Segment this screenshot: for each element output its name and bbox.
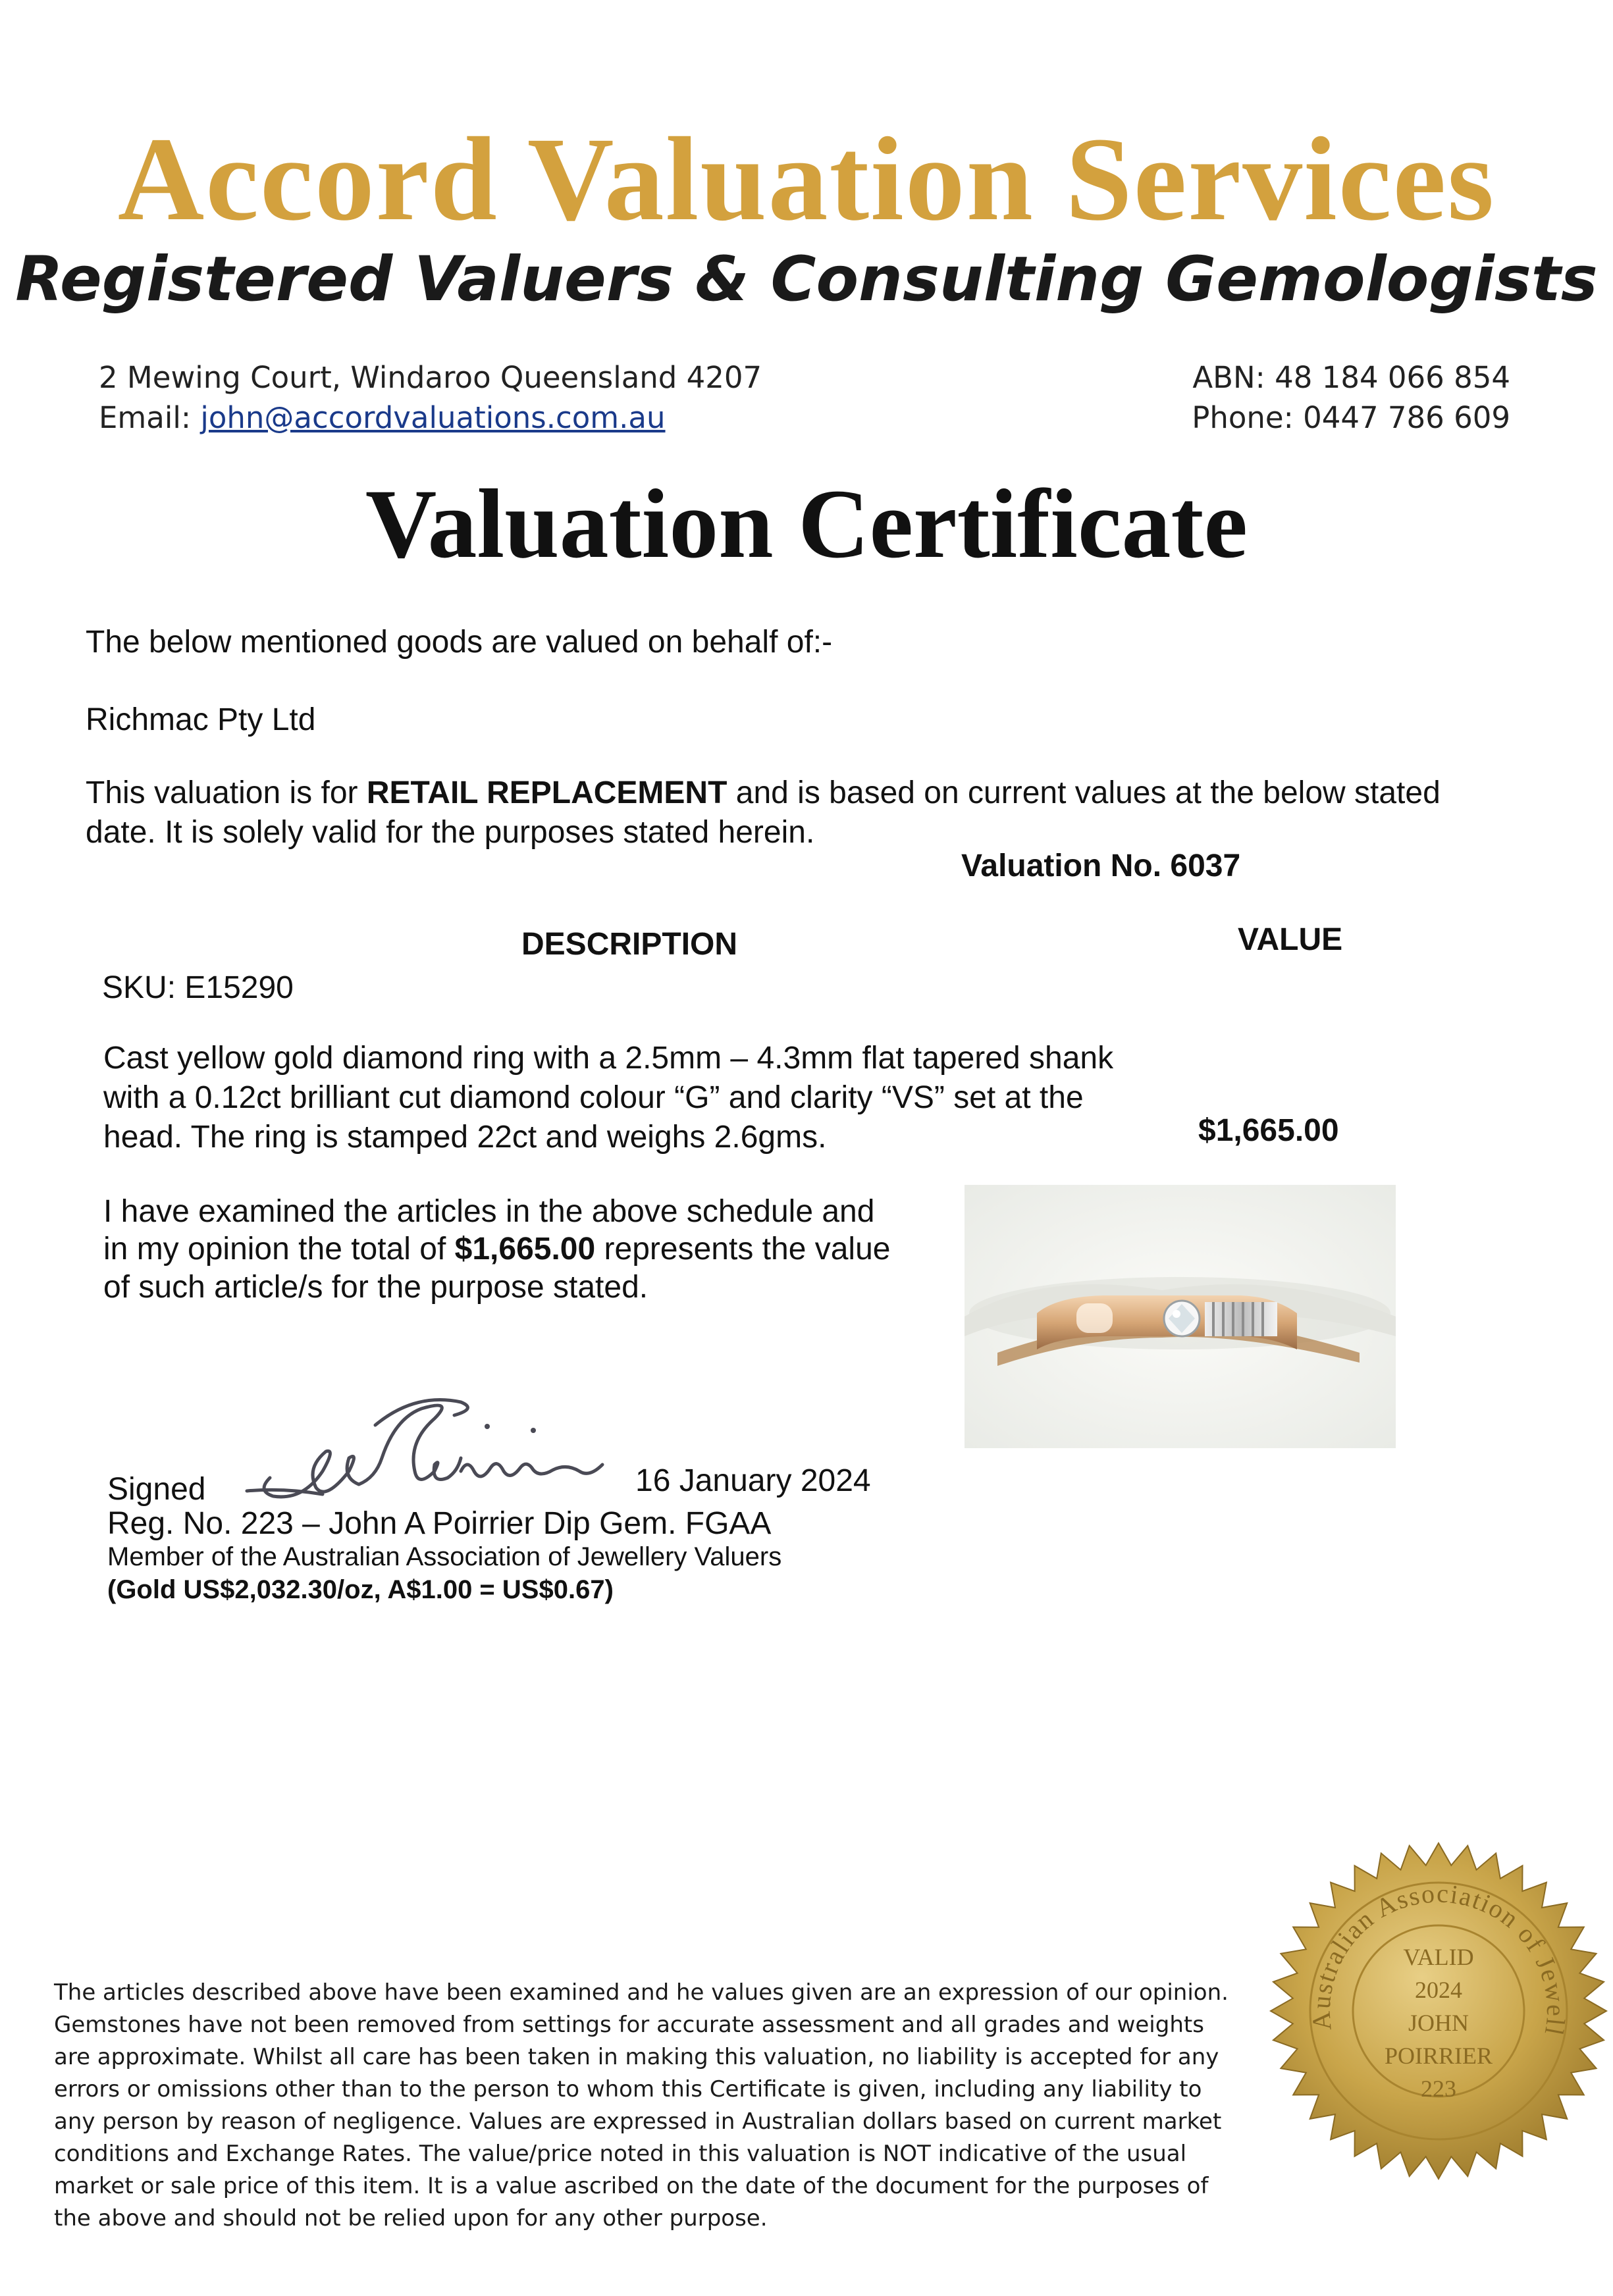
opinion-line3: of such article/s for the purpose stated.: [103, 1270, 648, 1305]
disclaimer-line: any person by reason of negligence. Values are expressed in Australian dollars based on current market: [54, 2108, 1222, 2135]
seal-name-first: JOHN: [1408, 2010, 1469, 2036]
disclaimer-line: The articles described above have been examined and he values given are an expression of our opinion.: [54, 1979, 1229, 2006]
email-link[interactable]: john@accordvaluations.com.au: [200, 400, 666, 435]
ring-photo: [965, 1185, 1396, 1448]
purpose-prefix: This valuation is for: [86, 775, 367, 810]
seal-year: 2024: [1415, 1977, 1462, 2003]
company-phone: Phone: 0447 786 609: [1192, 400, 1510, 435]
opinion-line1: I have examined the articles in the above schedule and: [103, 1194, 875, 1229]
item-desc-line3: head. The ring is stamped 22ct and weighs 2.6gms.: [103, 1120, 827, 1155]
purpose-type: RETAIL REPLACEMENT: [366, 775, 727, 810]
signed-label: Signed: [107, 1472, 206, 1507]
company-tagline: Registered Valuers & Consulting Gemologists: [15, 244, 1598, 315]
opinion-prefix: in my opinion the total of: [103, 1232, 455, 1266]
purpose-suffix: and is based on current values at the below stated: [727, 775, 1441, 810]
seal-number: 223: [1421, 2075, 1456, 2102]
company-address: 2 Mewing Court, Windaroo Queensland 4207: [99, 360, 762, 395]
disclaimer-line: are approximate. Whilst all care has been taken in making this valuation, no liability is accepted for any: [54, 2044, 1219, 2070]
valuer-seal: [1267, 1840, 1610, 2182]
item-desc-line2: with a 0.12ct brilliant cut diamond colour “G” and clarity “VS” set at the: [103, 1080, 1084, 1115]
association-membership: Member of the Australian Association of Jewellery Valuers: [107, 1542, 782, 1571]
disclaimer-line: conditions and Exchange Rates. The value/price noted in this valuation is NOT indicative of the usual: [54, 2141, 1187, 2167]
exchange-rates: (Gold US$2,032.30/oz, A$1.00 = US$0.67): [107, 1575, 614, 1604]
email-line: [99, 400, 666, 435]
seal-name-last: POIRRIER: [1384, 2043, 1493, 2069]
signature-date: 16 January 2024: [635, 1463, 871, 1498]
company-name: Accord Valuation Services: [117, 113, 1496, 246]
item-value: $1,665.00: [1198, 1113, 1339, 1148]
handwritten-signature: [244, 1379, 619, 1511]
purpose-line1: [86, 775, 1534, 811]
disclaimer-line: Gemstones have not been removed from settings for accurate assessment and all grades and weights: [54, 2012, 1204, 2038]
email-label: Email:: [99, 400, 201, 435]
disclaimer-line: the above and should not be relied upon for any other purpose.: [54, 2205, 768, 2231]
opinion-total: $1,665.00: [454, 1232, 596, 1266]
seal-valid: VALID: [1403, 1944, 1474, 1970]
disclaimer-line: market or sale price of this item. It is a value ascribed on the date of the document for the purposes of: [54, 2173, 1209, 2199]
disclaimer-line: errors or omissions other than to the person to whom this Certificate is given, including any liability to: [54, 2076, 1202, 2102]
opinion-line2: [103, 1231, 890, 1267]
company-abn: ABN: 48 184 066 854: [1192, 360, 1510, 395]
opinion-suffix: represents the value: [595, 1232, 891, 1266]
purpose-line2: date. It is solely valid for the purposes stated herein.: [86, 815, 815, 850]
behalf-text: The below mentioned goods are valued on behalf of:-: [86, 625, 833, 660]
valuation-number: Valuation No. 6037: [961, 848, 1241, 883]
seal-ring-text: Australian Association of Jewell: [1306, 1878, 1572, 2039]
registration-number: Reg. No. 223 – John A Poirrier Dip Gem. FGAA: [107, 1506, 772, 1541]
disclaimer: [54, 1977, 1279, 2235]
item-sku: SKU: E15290: [102, 970, 294, 1005]
item-desc-line1: Cast yellow gold diamond ring with a 2.5mm – 4.3mm flat tapered shank: [103, 1041, 1114, 1076]
description-header: DESCRIPTION: [521, 927, 738, 962]
value-header: VALUE: [1238, 922, 1343, 957]
client-name: Richmac Pty Ltd: [86, 702, 316, 737]
certificate-title: Valuation Certificate: [365, 469, 1248, 579]
